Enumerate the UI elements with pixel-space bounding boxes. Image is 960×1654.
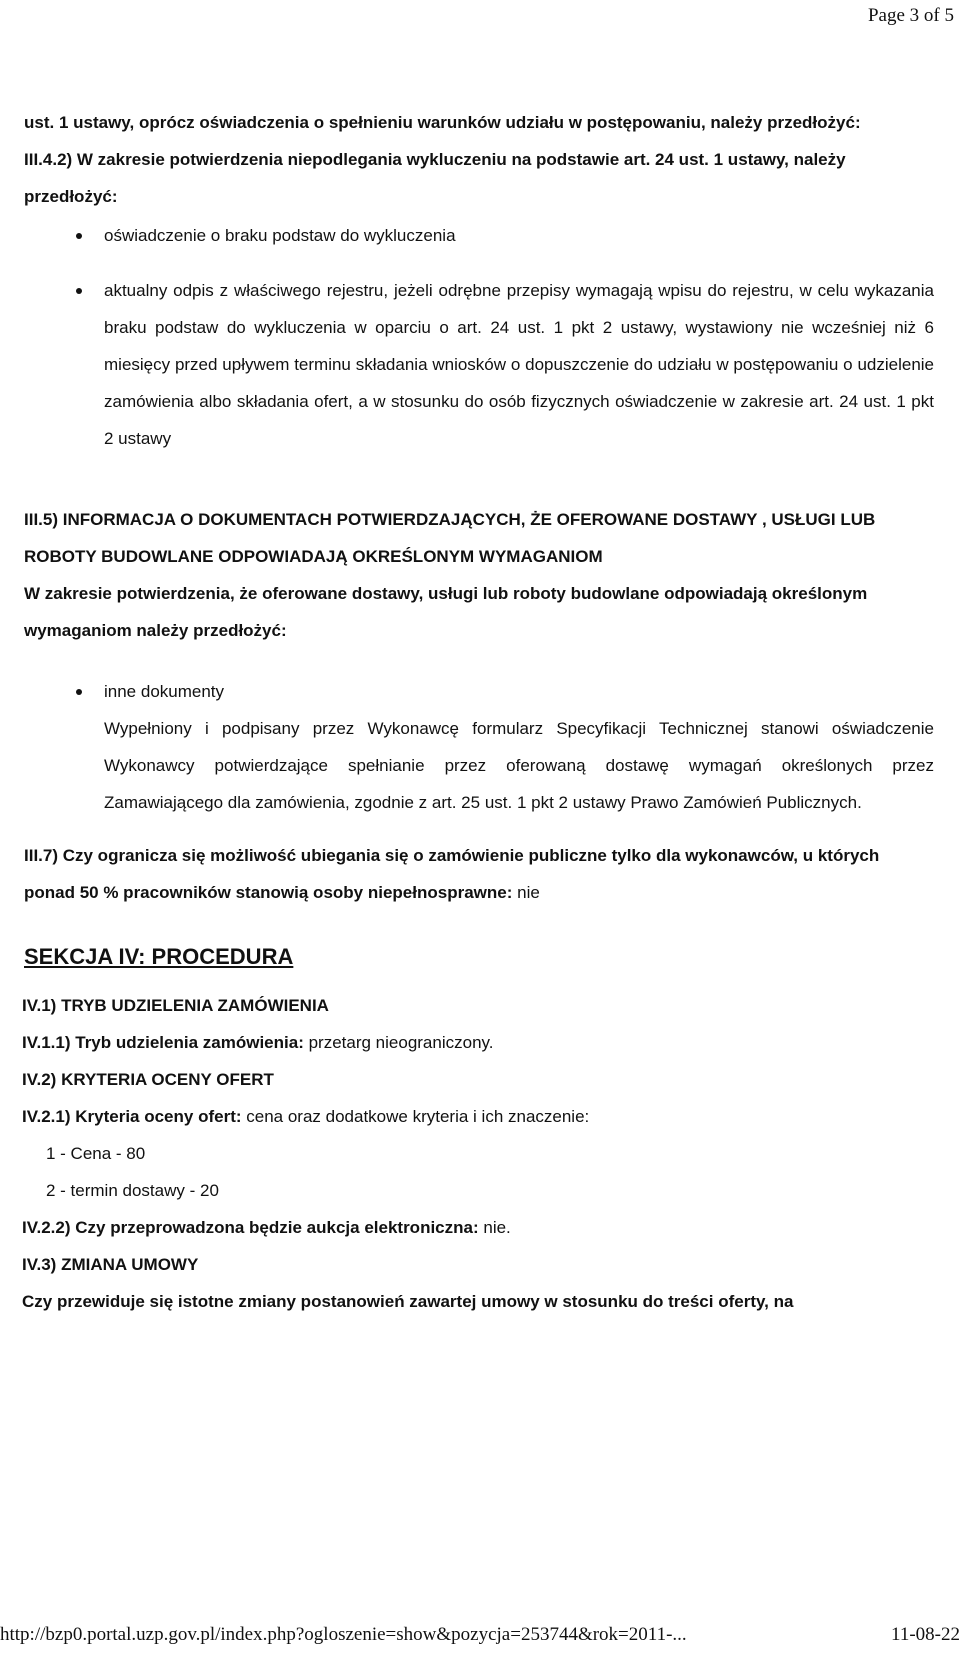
question-label: III.7) Czy ogranicza się możliwość ubiegania się o zamówienie publiczne tylko dla wykonawców, u których ponad 50 % pracowników stanowią osoby niepełnosprawne: bbox=[24, 846, 880, 902]
field-iv-1-1 bbox=[22, 1024, 934, 1061]
page-number: Page 3 of 5 bbox=[867, 5, 954, 26]
bullet-icon bbox=[76, 233, 82, 239]
field-value: cena oraz dodatkowe kryteria i ich znaczenie: bbox=[246, 1107, 590, 1126]
bullet-text: inne dokumenty bbox=[104, 682, 225, 701]
footer-date: 11-08-22 bbox=[891, 1624, 960, 1645]
footer-url: http://bzp0.portal.uzp.gov.pl/index.php?ogloszenie=show&pozycja=253744&rok=2011-... bbox=[0, 1624, 687, 1645]
bullet-text: aktualny odpis z właściwego rejestru, jeżeli odrębne przepisy wymagają wpisu do rejestru, w celu wykazania braku podstaw do wykluczenia w oparciu o art. 24 ust. 1 pkt 2 ustawy, wystawiony nie wcześniej niż 6 miesięcy przed upływem terminu składania wniosków o dopuszczenie do udziału w postępowaniu o udzielenie zamówienia albo składania ofert, a w stosunku do osób fizycznych oświadczenie w zakresie art. 24 ust. 1 pkt 2 ustawy bbox=[104, 281, 934, 448]
criterion-item: 2 - termin dostawy - 20 bbox=[46, 1181, 219, 1200]
field-value: nie. bbox=[483, 1218, 511, 1237]
heading-iii-7 bbox=[24, 837, 934, 911]
field-label: IV.2.1) Kryteria oceny ofert: bbox=[22, 1107, 242, 1126]
paragraph-intro: ust. 1 ustawy, oprócz oświadczenia o spełnieniu warunków udziału w postępowaniu, należy przedłożyć: bbox=[24, 113, 861, 132]
bullet-icon bbox=[76, 689, 82, 695]
bullet-item bbox=[68, 673, 934, 710]
bullet-icon bbox=[76, 288, 82, 294]
field-iv-2-1 bbox=[22, 1098, 934, 1135]
bullet-description: Wypełniony i podpisany przez Wykonawcę formularz Specyfikacji Technicznej stanowi oświadczenie Wykonawcy potwierdzające spełnianie przez oferowaną dostawę wymagań określonych przez Zamawiającego dla zamówienia, zgodnie z art. 25 ust. 1 pkt 2 ustawy Prawo Zamówień Publicznych. bbox=[104, 719, 934, 812]
heading-iii-5: III.5) INFORMACJA O DOKUMENTACH POTWIERDZAJĄCYCH, ŻE OFEROWANE DOSTAWY , USŁUGI LUB ROBOTY BUDOWLANE ODPOWIADAJĄ OKREŚLONYM WYMAGANIOM bbox=[24, 510, 876, 566]
question-iv-3: Czy przewiduje się istotne zmiany postanowień zawartej umowy w stosunku do treści oferty, na bbox=[22, 1292, 794, 1311]
section-title: SEKCJA IV: PROCEDURA bbox=[24, 944, 294, 969]
page-footer bbox=[0, 1622, 960, 1648]
criterion-item: 1 - Cena - 80 bbox=[46, 1144, 146, 1163]
document-body bbox=[22, 104, 934, 1320]
field-label: IV.1.1) Tryb udzielenia zamówienia: bbox=[22, 1033, 304, 1052]
field-label: IV.2.2) Czy przeprowadzona będzie aukcja elektroniczna: bbox=[22, 1218, 479, 1237]
field-value: przetarg nieograniczony. bbox=[308, 1033, 494, 1052]
heading-iii-5-sub: W zakresie potwierdzenia, że oferowane dostawy, usługi lub roboty budowlane odpowiadają określonym wymaganiom należy przedłożyć: bbox=[24, 584, 868, 640]
section-iv bbox=[22, 987, 934, 1320]
bullet-text: oświadczenie o braku podstaw do wykluczenia bbox=[104, 226, 456, 245]
heading-iv-2: IV.2) KRYTERIA OCENY OFERT bbox=[22, 1070, 274, 1089]
question-answer: nie bbox=[517, 883, 540, 902]
heading-iv-1: IV.1) TRYB UDZIELENIA ZAMÓWIENIA bbox=[22, 996, 329, 1015]
heading-iii-4-2: III.4.2) W zakresie potwierdzenia niepodlegania wykluczeniu na podstawie art. 24 ust. 1 ustawy, należy przedłożyć: bbox=[24, 150, 846, 206]
field-iv-2-2 bbox=[22, 1209, 934, 1246]
bullet-item bbox=[68, 217, 934, 254]
bullet-item bbox=[68, 272, 934, 457]
heading-iv-3: IV.3) ZMIANA UMOWY bbox=[22, 1255, 199, 1274]
